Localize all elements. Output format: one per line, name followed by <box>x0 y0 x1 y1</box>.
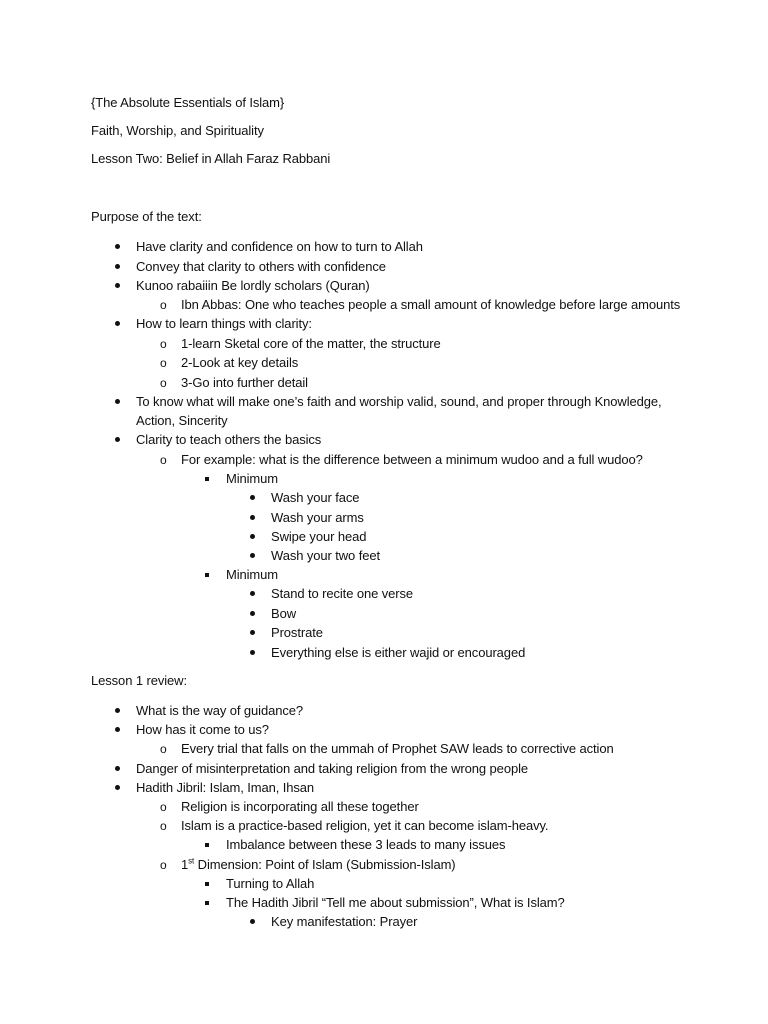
bullet-icon <box>115 785 120 790</box>
bullet-icon <box>250 534 255 539</box>
square-bullet-icon <box>205 477 209 481</box>
list-item: Have clarity and confidence on how to turn to Allah <box>136 239 423 254</box>
square-bullet-icon <box>205 901 209 905</box>
list-item: How to learn things with clarity: <box>136 316 312 331</box>
bullet-icon <box>115 437 120 442</box>
list-item: Clarity to teach others the basics <box>136 432 322 447</box>
list-item: How has it come to us? <box>136 722 269 737</box>
bullet-icon <box>115 283 120 288</box>
dimension-number: 1 <box>181 857 189 872</box>
list-item: What is the way of guidance? <box>136 703 304 718</box>
list-item: Stand to recite one verse <box>271 586 414 601</box>
bullet-icon <box>115 399 120 404</box>
circle-bullet-icon: o <box>160 337 167 351</box>
list-item: Danger of misinterpretation and taking religion from the wrong people <box>136 761 528 776</box>
list-item: Bow <box>271 606 296 621</box>
bullet-icon <box>115 727 120 732</box>
list-item: Key manifestation: Prayer <box>271 914 418 929</box>
circle-bullet-icon: o <box>160 800 167 814</box>
circle-bullet-icon: o <box>160 356 167 370</box>
document-subtitle: Faith, Worship, and Spirituality <box>91 123 264 138</box>
list-item: Prostrate <box>271 625 323 640</box>
list-item: 1-learn Sketal core of the matter, the structure <box>181 336 441 351</box>
list-item: Imbalance between these 3 leads to many issues <box>226 837 506 852</box>
bullet-icon <box>250 553 255 558</box>
list-item: Hadith Jibril: Islam, Iman, Ihsan <box>136 780 315 795</box>
lesson-title: Lesson Two: Belief in Allah Faraz Rabbani <box>91 151 331 166</box>
list-item: Kunoo rabaiiin Be lordly scholars (Quran) <box>136 278 370 293</box>
bullet-icon <box>250 919 255 924</box>
bullet-icon <box>115 244 120 249</box>
bullet-icon <box>250 650 255 655</box>
bullet-icon <box>250 611 255 616</box>
circle-bullet-icon: o <box>160 298 167 312</box>
ordinal-suffix: st <box>188 856 195 866</box>
circle-bullet-icon: o <box>160 819 167 833</box>
bullet-icon <box>250 515 255 520</box>
list-item: To know what will make one’s faith and worship valid, sound, and proper through Knowledge, <box>136 394 662 409</box>
bullet-icon <box>115 321 120 326</box>
bullet-icon <box>250 495 255 500</box>
purpose-heading: Purpose of the text: <box>91 209 202 224</box>
circle-bullet-icon: o <box>160 453 167 467</box>
list-item: Convey that clarity to others with confidence <box>136 259 386 274</box>
list-item: Turning to Allah <box>226 876 315 891</box>
square-bullet-icon <box>205 573 209 577</box>
list-item: Religion is incorporating all these together <box>181 799 419 814</box>
list-item: Minimum <box>226 567 279 582</box>
list-item: The Hadith Jibril “Tell me about submission”, What is Islam? <box>226 895 565 910</box>
list-item: For example: what is the difference between a minimum wudoo and a full wudoo? <box>181 452 643 467</box>
bullet-icon <box>250 630 255 635</box>
dimension-text: Dimension: Point of Islam (Submission-Islam) <box>194 857 456 872</box>
list-item: Minimum <box>226 471 279 486</box>
bullet-icon <box>115 264 120 269</box>
list-item: Swipe your head <box>271 529 367 544</box>
list-item: Islam is a practice-based religion, yet it can become islam-heavy. <box>181 818 549 833</box>
list-item: 3-Go into further detail <box>181 375 308 390</box>
list-item-continuation: Action, Sincerity <box>136 413 228 428</box>
list-item: Ibn Abbas: One who teaches people a small amount of knowledge before large amounts <box>181 297 681 312</box>
square-bullet-icon <box>205 843 209 847</box>
list-item: Wash your arms <box>271 510 364 525</box>
bullet-icon <box>115 766 120 771</box>
document-title: {The Absolute Essentials of Islam} <box>91 95 285 110</box>
list-item <box>181 857 456 873</box>
list-item: Everything else is either wajid or encouraged <box>271 645 526 660</box>
bullet-icon <box>115 708 120 713</box>
list-item: 2-Look at key details <box>181 355 299 370</box>
list-item: Wash your two feet <box>271 548 380 563</box>
circle-bullet-icon: o <box>160 858 167 872</box>
review-heading: Lesson 1 review: <box>91 673 187 688</box>
bullet-icon <box>250 591 255 596</box>
list-item: Every trial that falls on the ummah of Prophet SAW leads to corrective action <box>181 741 614 756</box>
circle-bullet-icon: o <box>160 376 167 390</box>
circle-bullet-icon: o <box>160 742 167 756</box>
square-bullet-icon <box>205 882 209 886</box>
list-item: Wash your face <box>271 490 360 505</box>
